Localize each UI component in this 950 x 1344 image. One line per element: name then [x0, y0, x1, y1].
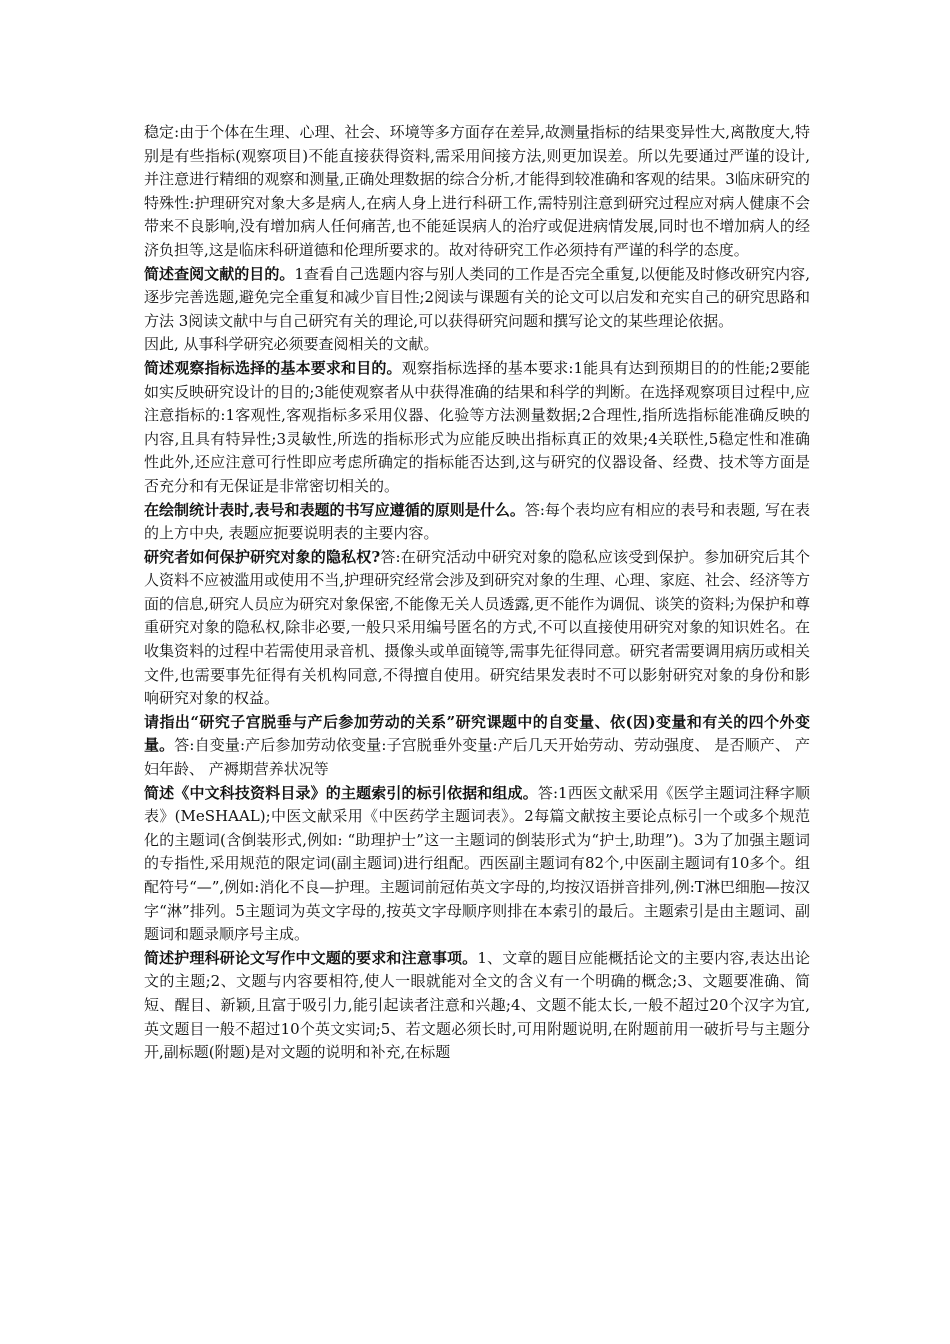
question-text: 请指出“研究子宫脱垂与产后参加劳动的关系”研究课题中的自变量、依(因)变量和有关的四个外变量。	[144, 712, 810, 755]
answer-text: 1查看自己选题内容与别人类同的工作是否完全重复,以便能及时修改研究内容,逐步完善选题,避免完全重复和减少盲目性;2阅读与课题有关的论文可以启发和充实自己的研究思路和方法 3阅读文献中与自己研究有关的理论,可以获得研究问题和撰写论文的某些理论依据。	[144, 264, 810, 330]
paragraph-subject-index	[144, 782, 810, 947]
question-text: 简述观察指标选择的基本要求和目的。	[144, 358, 402, 377]
question-text: 简述护理科研论文写作中文题的要求和注意事项。	[144, 948, 478, 967]
paragraph-observation-index	[144, 357, 810, 499]
paragraph-title-requirements	[144, 947, 810, 1065]
answer-text: 稳定:由于个体在生理、心理、社会、环境等多方面存在差异,故测量指标的结果变异性大,离散度大,特别是有些指标(观察项目)不能直接获得资料,需采用间接方法,则更加误差。所以先要通过严谨的设计,并注意进行精细的观察和测量,正确处理数据的综合分析,才能得到较准确和客观的结果。3临床研究的特殊性:护理研究对象大多是病人,在病人身上进行科研工作,需特别注意到研究过程应对病人健康不会带来不良影响,没有增加病人任何痛苦,也不能延误病人的治疗或促进病情发展,同时也不增加病人的经济负担等,这是临床科研道德和伦理所要求的。故对待研究工作必须持有严谨的科学的态度。	[144, 123, 810, 259]
answer-text: 答:自变量:产后参加劳动依变量:子宫脱垂外变量:产后几天开始劳动、劳动强度、 是否顺产、 产妇年龄、 产褥期营养状况等	[144, 736, 810, 779]
answer-text: 答:在研究活动中研究对象的隐私应该受到保护。参加研究后其个人资料不应被滥用或使用不当,护理研究经常会涉及到研究对象的生理、心理、家庭、社会、经济等方面的信息,研究人员应为研究对象保密,不能像无关人员透露,更不能作为调侃、谈笑的资料;为保护和尊重研究对象的隐私权,除非必要,一般只采用编号匿名的方式,不可以直接使用研究对象的知识姓名。在收集资料的过程中若需使用录音机、摄像头或单面镜等,需事先征得同意。研究者需要调用病历或相关文件,也需要事先征得有关机构同意,不得擅自使用。研究结果发表时不可以影射研究对象的身份和影响研究对象的权益。	[144, 547, 810, 708]
question-text: 研究者如何保护研究对象的隐私权?	[144, 547, 381, 566]
answer-text: 观察指标选择的基本要求:1能具有达到预期目的的性能;2要能如实反映研究设计的目的;3能使观察者从中获得准确的结果和科学的判断。在选择观察项目过程中,应注意指标的:1客观性,客观指标多采用仪器、化验等方法测量数据;2合理性,指所选指标能准确反映的内容,且具有特异性;3灵敏性,所选的指标形式为应能反映出指标真正的效果;4关联性,5稳定性和准确性此外,还应注意可行性即应考虑所确定的指标能否达到,这与研究的仪器设备、经费、技术等方面是否充分和有无保证是非常密切相关的。	[144, 358, 810, 495]
answer-text: 答:1西医文献采用《医学主题词注释字顺表》(MeSHAAL);中医文献采用《中医药学主题词表》。2每篇文献按主要论点标引一个或多个规范化的主题词(含倒装形式,例如: “助理护士”这一主题词的倒装形式为“护士,助理”)。3为了加强主题词的专指性,采用规范的限定词(副主题词)进行组配。西医副主题词有82个,中医副主题词有10多个。组配符号“—”,例如:消化不良—护理。主题词前冠佑英文字母的,均按汉语拼音排列,例:T淋巴细胞—按汉字“淋”排列。5主题词为英文字母的,按英文字母顺序则排在本索引的最后。主题索引是由主题词、副题词和题录顺序号主成。	[144, 783, 810, 944]
question-text: 简述《中文科技资料目录》的主题索引的标引依据和组成。	[144, 783, 538, 802]
answer-text: 1、文章的题目应能概括论文的主要内容,表达出论文的主题;2、文题与内容要相符,使人一眼就能对全文的含义有一个明确的概念;3、文题要准确、简短、醒目、新颖,且富于吸引力,能引起读者注意和兴趣;4、文题不能太长,一般不超过20个汉字为宜,英文题目一般不超过10个英文实词;5、若文题必须长时,可用附题说明,在附题前用一破折号与主题分开,副标题(附题)是对文题的说明和补充,在标题	[144, 948, 810, 1062]
paragraph-conclusion	[144, 333, 810, 357]
document-page	[144, 121, 810, 1065]
question-text: 在绘制统计表时,表号和表题的书写应遵循的原则是什么。	[144, 500, 525, 519]
question-text: 简述查阅文献的目的。	[144, 264, 295, 283]
paragraph-variables	[144, 711, 810, 782]
paragraph-stability	[144, 121, 810, 263]
answer-text: 答:每个表均应有相应的表号和表题, 写在表的上方中央, 表题应扼要说明表的主要内容。	[144, 500, 810, 543]
paragraph-literature-purpose	[144, 263, 810, 334]
answer-text: 因此, 从事科学研究必须要查阅相关的文献。	[144, 335, 439, 354]
paragraph-statistical-table	[144, 499, 810, 546]
paragraph-privacy	[144, 546, 810, 711]
